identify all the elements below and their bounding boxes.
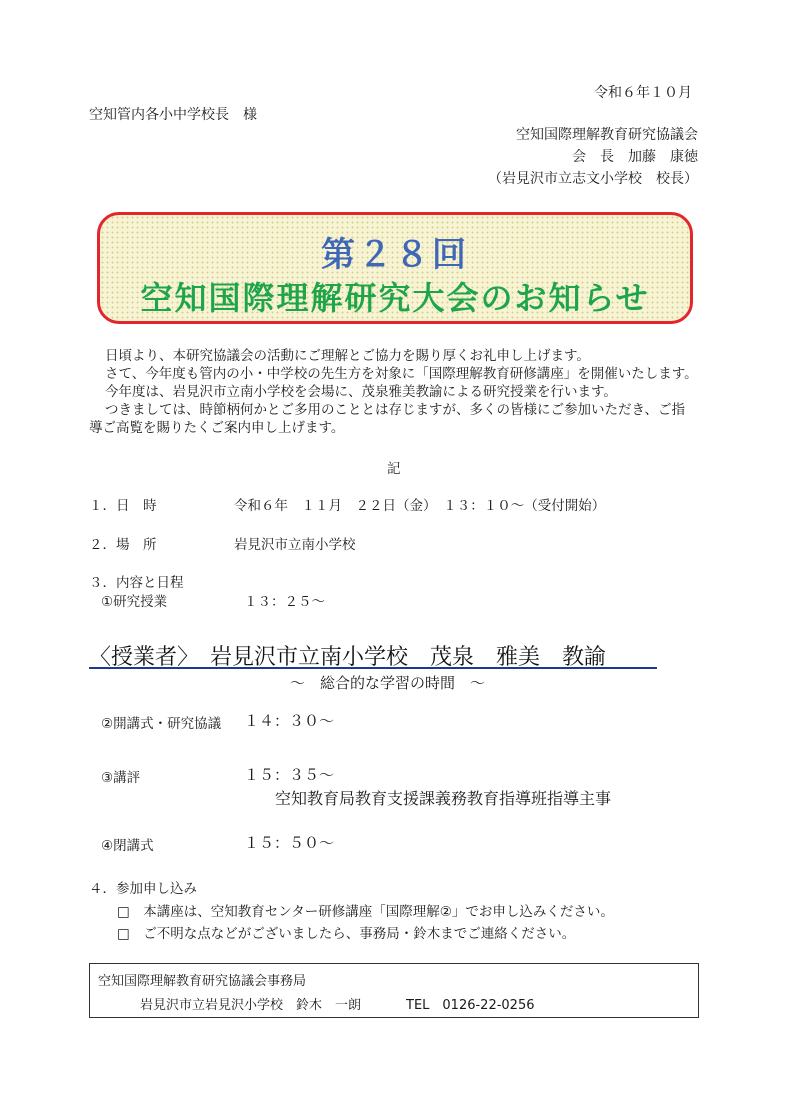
place-value: 岩見沢市立南小学校 bbox=[234, 537, 356, 553]
closing-label: ④閉講式 bbox=[101, 838, 154, 854]
teacher-underline bbox=[89, 667, 657, 669]
intro-paragraph-1: 日頃より、本研究協議会の活動にご理解とご協力を賜り厚くお礼申し上げます。 bbox=[105, 348, 590, 364]
contact-person: 岩見沢市立岩見沢小学校 鈴木 一朗 bbox=[140, 998, 362, 1013]
date-value: 令和６年 １１月 ２２日（金） １３：１０～（受付開始） bbox=[234, 498, 606, 514]
reviewer: 空知教育局教育支援課義務教育指導班指導主事 bbox=[275, 789, 612, 808]
review-label: ③講評 bbox=[101, 770, 141, 786]
teacher-line: 〈授業者〉 岩見沢市立南小学校 茂泉 雅美 教諭 bbox=[89, 645, 607, 670]
content-label: ３．内容と日程 bbox=[89, 575, 184, 591]
opening-label: ②開講式・研究協議 bbox=[101, 716, 222, 732]
title-banner bbox=[97, 212, 693, 324]
recipient: 空知管内各小中学校長 様 bbox=[89, 107, 257, 123]
intro-paragraph-2: さて、今年度も管内の小・中学校の先生方を対象に「国際理解教育研修講座」を開催いたします。 bbox=[105, 366, 698, 382]
intro-paragraph-3: 今年度は、岩見沢市立南小学校を会場に、茂泉雅美教諭による研究授業を行います。 bbox=[105, 384, 617, 400]
banner-title: 空知国際理解研究大会のお知らせ bbox=[140, 279, 650, 317]
sender-school: （岩見沢市立志文小学校 校長） bbox=[488, 171, 698, 187]
banner-session-number: 第２８回 bbox=[321, 235, 469, 275]
contact-box bbox=[89, 963, 699, 1018]
sender-name: 会 長 加藤 康徳 bbox=[572, 149, 698, 165]
document-date: 令和６年１０月 bbox=[594, 85, 692, 101]
apply-label: ４．参加申し込み bbox=[89, 881, 197, 897]
apply-note-1: □ 本講座は、空知教育センター研修講座「国際理解②」でお申し込みください。 bbox=[117, 904, 614, 920]
intro-paragraph-4-cont: 導ご高覧を賜りたくご案内申し上げます。 bbox=[89, 420, 345, 436]
intro-paragraph-4: つきましては、時節柄何かとご多用のこととは存じますが、多くの皆様にご参加いただき、ご指 bbox=[105, 402, 685, 418]
lesson-time: １３：２５～ bbox=[244, 594, 325, 610]
ki-heading: 記 bbox=[387, 461, 401, 477]
place-label: ２．場 所 bbox=[89, 537, 157, 553]
contact-tel: TEL 0126-22-0256 bbox=[406, 998, 535, 1013]
sender-organization: 空知国際理解教育研究協議会 bbox=[516, 127, 698, 143]
review-time: １５：３５～ bbox=[244, 766, 335, 784]
lesson-label: ①研究授業 bbox=[101, 594, 168, 610]
subject-line: ～ 総合的な学習の時間 ～ bbox=[290, 674, 486, 692]
closing-time: １５：５０～ bbox=[244, 834, 335, 852]
contact-office: 空知国際理解教育研究協議会事務局 bbox=[98, 974, 307, 989]
apply-note-2: □ ご不明な点などがございましたら、事務局・鈴木までご連絡ください。 bbox=[117, 926, 576, 942]
date-label: １．日 時 bbox=[89, 498, 157, 514]
opening-time: １４：３０～ bbox=[244, 712, 335, 730]
